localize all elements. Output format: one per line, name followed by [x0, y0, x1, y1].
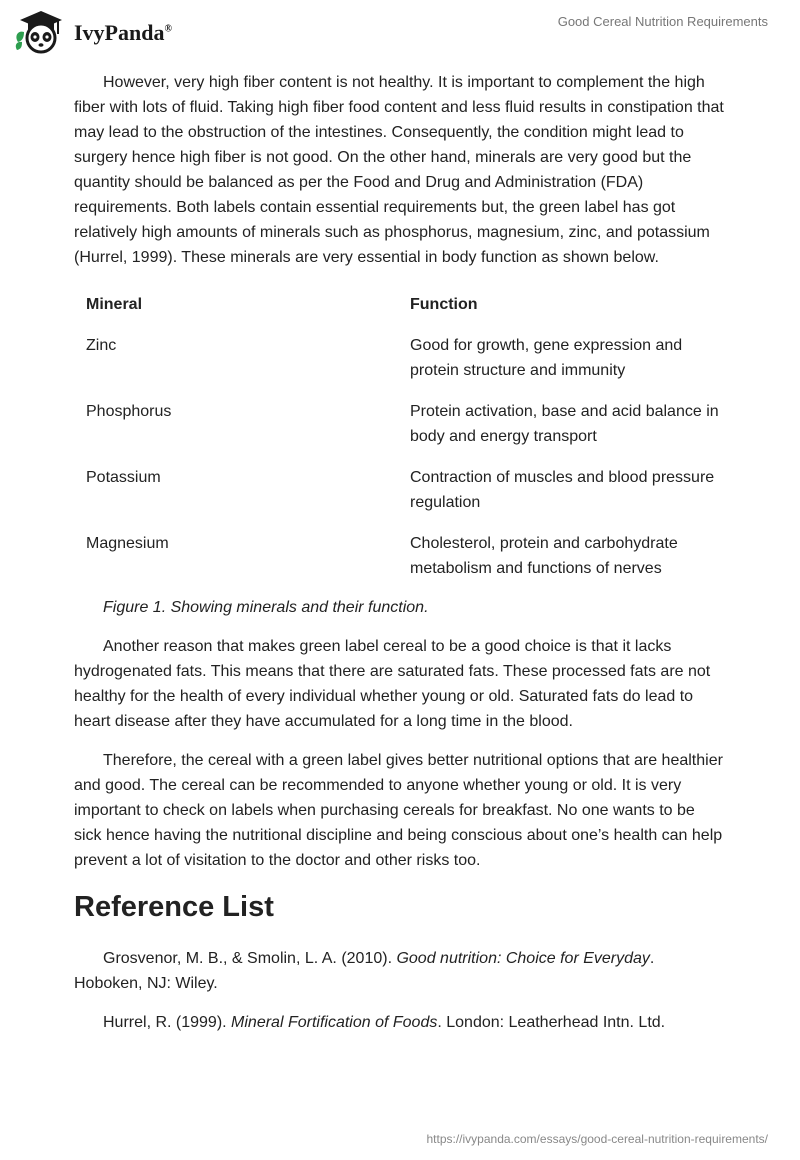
- ivypanda-logo[interactable]: [14, 8, 172, 54]
- paragraph-conclusion: Therefore, the cereal with a green label gives better nutritional options that are healthier and good. The cereal can be recommended to anyone whether young or old. It is very important to check on labels when purchasing cereals for breakfast. No one wants to be sick hence having the nutritional discipline and being conscious about one’s health can help prevent a lot of visitation to the doctor and other risks too.: [74, 752, 723, 869]
- cell-function: Contraction of muscles and blood pressure regulation: [410, 469, 715, 511]
- reference-list-heading: Reference List: [74, 891, 274, 923]
- reference-authors: Grosvenor, M. B., & Smolin, L. A. (2010).: [103, 950, 397, 967]
- paragraph-fiber-minerals: However, very high fiber content is not healthy. It is important to complement the high fiber with lots of fluid. Taking high fiber food content and less fluid results in constipation that may lead to the obstruction of the intestines. Consequently, the condition might lead to surgery hence high fiber is not good. On the other hand, minerals are very good but the quantity should be balanced as per the Food and Drug and Administration (FDA) requirements. Both labels contain essential requirements but, the green label has got relatively high amounts of minerals such as phosphorus, magnesium, zinc, and potassium (Hurrel, 1999). These minerals are very essential in body function as shown below.: [74, 74, 724, 266]
- header-function: Function: [410, 296, 478, 313]
- header-mineral: Mineral: [86, 296, 143, 313]
- source-url-link[interactable]: https://ivypanda.com/essays/good-cereal-nutrition-requirements/: [426, 1132, 768, 1146]
- table-header-row: [70, 284, 734, 325]
- reference-publisher: . Hoboken, NJ: Wiley.: [74, 950, 655, 992]
- paragraph-hydrogenated-fats: Another reason that makes green label cereal to be a good choice is that it lacks hydrogenated fats. This means that there are saturated fats. These processed fats are not healthy for the health of every individual whether young or old. Saturated fats do lead to heart disease after they have accumulated for a long time in the blood.: [74, 638, 711, 730]
- brand-name: IvyPanda®: [74, 20, 172, 45]
- cell-mineral: Phosphorus: [86, 403, 172, 420]
- cell-function: Cholesterol, protein and carbohydrate metabolism and functions of nerves: [410, 535, 678, 577]
- reference-authors: Hurrel, R. (1999).: [103, 1014, 232, 1031]
- reference-title: Good nutrition: Choice for Everyday: [396, 950, 650, 967]
- table-row: [70, 391, 734, 457]
- figure-caption: Figure 1. Showing minerals and their function.: [103, 599, 429, 616]
- panda-logo-icon: [14, 8, 68, 54]
- minerals-table: [70, 284, 734, 589]
- reference-item: [74, 1010, 724, 1035]
- cell-function: Good for growth, gene expression and protein structure and immunity: [410, 337, 683, 379]
- cell-mineral: Magnesium: [86, 535, 169, 552]
- table-row: [70, 457, 734, 523]
- reference-title: Mineral Fortification of Foods: [231, 1014, 438, 1031]
- page-header: [0, 0, 800, 60]
- essay-content: [74, 70, 724, 1049]
- reference-item: [74, 946, 724, 996]
- cell-mineral: Potassium: [86, 469, 161, 486]
- cell-function: Protein activation, base and acid balance in body and energy transport: [410, 403, 719, 445]
- table-row: [70, 325, 734, 391]
- cell-mineral: Zinc: [86, 337, 117, 354]
- document-title: Good Cereal Nutrition Requirements: [557, 14, 768, 29]
- reference-publisher: . London: Leatherhead Intn. Ltd.: [437, 1014, 666, 1031]
- table-row: [70, 523, 734, 589]
